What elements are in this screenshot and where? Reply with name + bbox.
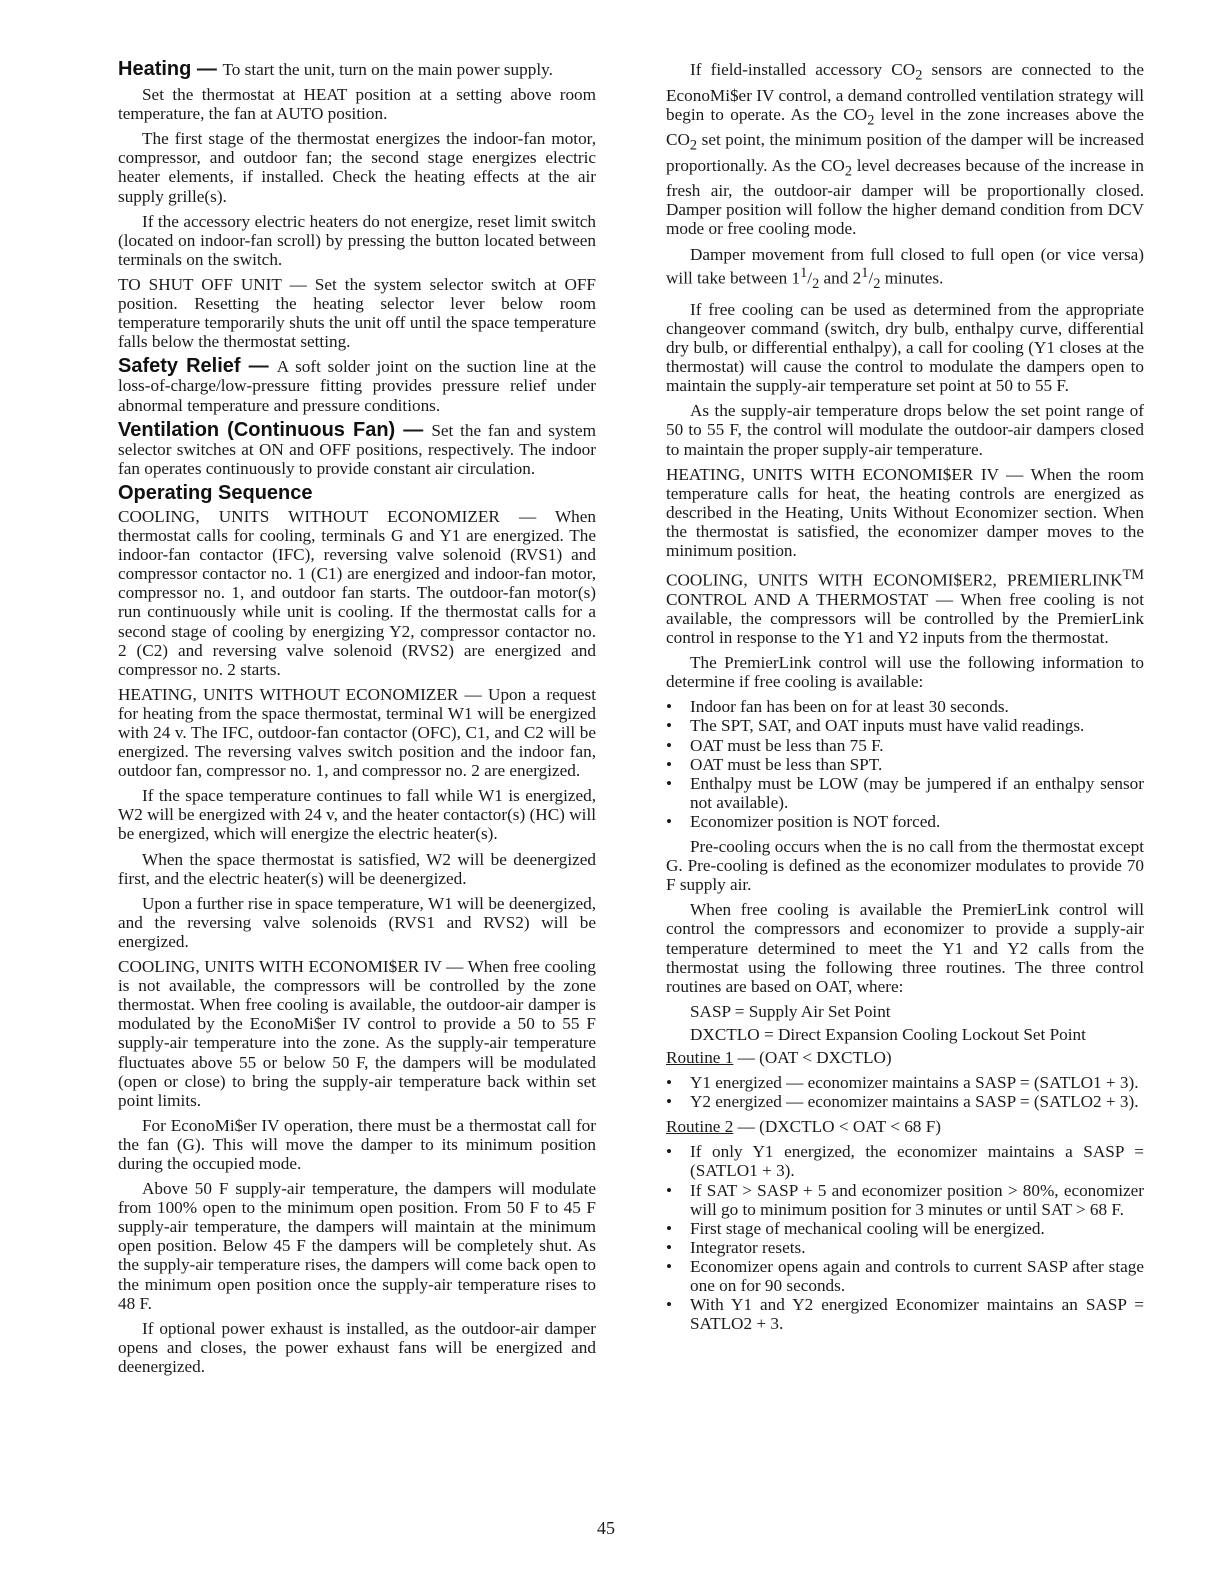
list-item (666, 697, 1144, 716)
list-item-text: Integrator resets. (690, 1237, 806, 1257)
heading-dash: — (240, 355, 277, 378)
text-run: minutes. (880, 268, 944, 288)
list-item-text: With Y1 and Y2 energized Economizer maintains an SASP = SATLO2 + 3. (690, 1295, 1144, 1334)
definition-dxctlo: DXCTLO = Direct Expansion Cooling Lockout Set Point (690, 1024, 1086, 1044)
fraction-denominator: 2 (873, 275, 881, 292)
routine-2-list (666, 1142, 1144, 1333)
list-item (666, 755, 1144, 774)
text-run: COOLING, UNITS WITH ECONOMI$ER2, PREMIERLINK (666, 570, 1123, 590)
paragraph: If optional power exhaust is installed, as the outdoor-air damper opens and closes, the power exhaust fans will be energized and deenergized. (118, 1318, 596, 1376)
bullet-icon: • (666, 1180, 673, 1200)
routine-2-condition: — (DXCTLO < OAT < 68 F) (737, 1117, 941, 1137)
list-item (666, 1142, 1144, 1180)
text-run: level in the zone increases above the CO (666, 104, 1145, 150)
heading-safety-relief: Safety Relief (118, 355, 241, 378)
list-item-text: First stage of mechanical cooling will be energized. (690, 1218, 1045, 1238)
safety-relief-text: A soft solder joint on the suction line at the loss-of-charge/low-pressure fitting provides pressure relief under abnormal temperature and pressure conditions. (118, 357, 596, 415)
paragraph-damper-movement: Damper movement from full closed to full open (or vice versa) will take between $1^1/_2$ and $2^1/_2$ minutes. (666, 244, 1144, 292)
trademark-mark: TM (1122, 567, 1144, 584)
list-item-text: Indoor fan has been on for at least 30 seconds. (690, 697, 1009, 717)
paragraph: Above 50 F supply-air temperature, the dampers will modulate from 100% open to the minimum open position. From 50 F to 45 F supply-air temperature, the dampers will maintain at the minimum open position. Below 45 F the dampers will be completely shut. As the supply-air temperature rises, the dampers will come back open to the minimum open position once the supply-air temperature rises to 48 F. (118, 1179, 596, 1313)
heading-operating-sequence: Operating Sequence (118, 481, 313, 504)
list-item-text: If SAT > SASP + 5 and economizer position > 80%, economizer will go to minimum position for 3 minutes or until SAT > 68 F. (690, 1180, 1144, 1219)
routine-1-condition: — (OAT < DXCTLO) (737, 1047, 892, 1067)
list-item-text: Enthalpy must be LOW (may be jumpered if an enthalpy sensor not available). (690, 773, 1144, 812)
text-run: If field-installed accessory CO (690, 60, 916, 79)
list-item (666, 1092, 1144, 1111)
ventilation-section (118, 418, 596, 478)
fraction-numerator: 1 (800, 264, 808, 281)
paragraph: Upon a further rise in space temperature, W1 will be deenergized, and the reversing valve solenoids (RVS1 and RVS2) will be energized. (118, 893, 596, 951)
list-item (666, 812, 1144, 831)
routine-1-heading (666, 1048, 1144, 1067)
list-item-text: Economizer opens again and controls to current SASP after stage one on for 90 seconds. (690, 1256, 1144, 1295)
list-item (666, 1073, 1144, 1092)
bullet-icon: • (666, 1073, 673, 1093)
paragraph: The first stage of the thermostat energizes the indoor-fan motor, compressor, and outdoor fan; the second stage energizes electric heater elements, if installed. Check the heating effects at the air supply grille(s). (118, 129, 596, 206)
heating-intro: To start the unit, turn on the main power supply. (222, 60, 553, 79)
paragraph: If the space temperature continues to fall while W1 is energized, W2 will be energized with 24 v, and the heater contactor(s) (HC) will be energized, which will energize the electric heater(s). (118, 786, 596, 844)
heating-section (118, 60, 596, 79)
paragraph-premierlink (666, 566, 1144, 647)
left-column (118, 60, 596, 1382)
list-item (666, 736, 1144, 755)
ventilation-text: Set the fan and system selector switches at ON and OFF positions, respectively. The indoor fan operates continuously to provide constant air circulation. (118, 420, 596, 478)
text-run: Damper movement from full closed to full open (or vice versa) will take between 1 (666, 244, 1144, 288)
subscript: 2 (867, 112, 875, 129)
list-item (666, 1238, 1144, 1257)
heading-dash: — (191, 58, 223, 80)
paragraph: When the space thermostat is satisfied, W2 will be deenergized first, and the electric heater(s) will be deenergized. (118, 849, 596, 888)
paragraph: As the supply-air temperature drops below the set point range of 50 to 55 F, the control will modulate the outdoor-air dampers closed to maintain the proper supply-air temperature. (666, 401, 1144, 459)
list-item (666, 1181, 1144, 1219)
text-run: sensors are connected to the EconoMi$er IV control, a demand controlled ventilation strategy will begin to operate. As the CO (666, 60, 1144, 124)
list-item-text: Y1 energized — economizer maintains a SASP = (SATLO1 + 3). (690, 1073, 1139, 1093)
subscript: 2 (689, 137, 698, 154)
paragraph: When free cooling is available the PremierLink control will control the compressors and economizer to provide a supply-air temperature determined to meet the Y1 and Y2 calls from the thermostat using the following three routines. The three control routines are based on OAT, where: (666, 900, 1144, 996)
bullet-icon: • (666, 1256, 673, 1276)
heading-dash: — (395, 418, 432, 441)
list-item (666, 1219, 1144, 1238)
bullet-icon: • (666, 1218, 673, 1238)
heading-heating: Heating (118, 58, 192, 80)
bullet-icon: • (666, 1237, 673, 1257)
right-column (666, 60, 1144, 1339)
text-run: level decreases because of the increase in fresh air, the outdoor-air damper will be proportionally closed. Damper position will follow the higher demand condition from DCV mode or free cooling mode. (666, 155, 1144, 239)
list-item-text: The SPT, SAT, and OAT inputs must have valid readings. (690, 716, 1085, 736)
bullet-icon: • (666, 697, 673, 717)
heading-ventilation: Ventilation (Continuous Fan) (118, 418, 396, 441)
paragraph: If free cooling can be used as determined from the appropriate changeover command (switch, dry bulb, enthalpy curve, differential dry bulb, or differential enthalpy), a call for cooling (Y1 closes at the thermostat) will cause the control to modulate the dampers open to maintain the supply-air temperature set point at 50 to 55 F. (666, 299, 1144, 396)
free-cooling-conditions-list (666, 697, 1144, 831)
paragraph-shut-off: TO SHUT OFF UNIT — Set the system selector switch at OFF position. Resetting the heating selector lever below room temperature temporarily shuts the unit off until the space temperature falls below the thermostat setting. (118, 274, 596, 352)
safety-relief-section (118, 357, 596, 414)
bullet-icon: • (666, 1092, 673, 1112)
definition-sasp: SASP = Supply Air Set Point (690, 1001, 891, 1021)
text-run: and 2 (819, 268, 862, 288)
text-run: CONTROL AND A THERMOSTAT — When free cooling is not available, the compressors will be controlled by the PremierLink control in response to the Y1 and Y2 inputs from the thermostat. (666, 589, 1144, 648)
routine-1-list (666, 1073, 1144, 1111)
fraction-denominator: 2 (812, 275, 820, 292)
paragraph-heating-no-economizer: HEATING, UNITS WITHOUT ECONOMIZER — Upon a request for heating from the space thermostat, terminal W1 will be energized with 24 v. The IFC, outdoor-fan contactor (OFC), C1, and C2 will be energized. The reversing valves switch position and the indoor fan, outdoor fan, compressor no. 1, and compressor no. 2 are energized. (118, 684, 596, 781)
paragraph: If the accessory electric heaters do not energize, reset limit switch (located on indoor-fan scroll) by pressing the button located between terminals on the switch. (118, 211, 596, 269)
list-item-text: Economizer position is NOT forced. (690, 811, 941, 831)
bullet-icon: • (666, 735, 673, 755)
text-run: set point, the minimum position of the damper will be increased proportionally. As the CO (666, 130, 1144, 175)
list-item-text: OAT must be less than SPT. (690, 754, 883, 774)
bullet-icon: • (666, 1142, 673, 1162)
paragraph: For EconoMi$er IV operation, there must be a thermostat call for the fan (G). This will move the damper to its minimum position during the occupied mode. (118, 1115, 596, 1173)
paragraph-cooling-with-economizer: COOLING, UNITS WITH ECONOMI$ER IV — When free cooling is not available, the compressors will be controlled by the zone thermostat. When free cooling is available, the outdoor-air damper is modulated by the EconoMi$er IV control to provide a 50 to 55 F supply-air temperature into the zone. As the supply-air temperature fluctuates above 55 or below 50 F, the dampers will be modulated (open or close) to bring the supply-air temperature back within set point limits. (118, 957, 596, 1110)
bullet-icon: • (666, 716, 673, 736)
routine-1-label: Routine 1 (666, 1047, 734, 1067)
paragraph-cooling-no-economizer: COOLING, UNITS WITHOUT ECONOMIZER — When thermostat calls for cooling, terminals G and Y1 are energized. The indoor-fan contactor (IFC), reversing valve solenoid (RVS1) and compressor contactor no. 1 (C1) are energized and indoor-fan motor, compressor no. 1, and outdoor fan starts. The outdoor-fan motor(s) run continuously while unit is cooling. If the thermostat calls for a second stage of cooling by energizing Y2, compressor contactor no. 2 (C2) and reversing valve solenoid (RVS2) are energized and compressor no. 2 starts. (118, 506, 596, 679)
bullet-icon: • (666, 773, 673, 793)
routine-2-label: Routine 2 (666, 1117, 734, 1137)
paragraph-heating-with-economizer: HEATING, UNITS WITH ECONOMI$ER IV — When the room temperature calls for heat, the heating controls are energized as described in the Heating, Units Without Economizer section. When the thermostat is satisfied, the economizer damper moves to the minimum position. (666, 464, 1144, 560)
list-item-text: Y2 energized — economizer maintains a SASP = (SATLO2 + 3). (690, 1092, 1139, 1112)
page-number: 45 (597, 1518, 615, 1538)
subscript: 2 (915, 67, 923, 84)
list-item (666, 1295, 1144, 1333)
paragraph: The PremierLink control will use the following information to determine if free cooling is available: (666, 653, 1144, 692)
paragraph: Set the thermostat at HEAT position at a setting above room temperature, the fan at AUTO position. (118, 85, 596, 124)
list-item-text: If only Y1 energized, the economizer maintains a SASP = (SATLO1 + 3). (690, 1142, 1144, 1181)
routine-2-heading (666, 1117, 1144, 1136)
list-item (666, 774, 1144, 812)
list-item (666, 716, 1144, 735)
fraction-numerator: 1 (861, 264, 869, 281)
bullet-icon: • (666, 811, 673, 831)
paragraph: Pre-cooling occurs when the is no call from the thermostat except G. Pre-cooling is defined as the economizer modulates to provide 70 F supply air. (666, 837, 1144, 895)
subscript: 2 (844, 163, 853, 180)
bullet-icon: • (666, 754, 673, 774)
list-item (666, 1257, 1144, 1295)
paragraph-co2-sensors (666, 60, 1144, 239)
list-item-text: OAT must be less than 75 F. (690, 735, 884, 755)
bullet-icon: • (666, 1295, 673, 1315)
